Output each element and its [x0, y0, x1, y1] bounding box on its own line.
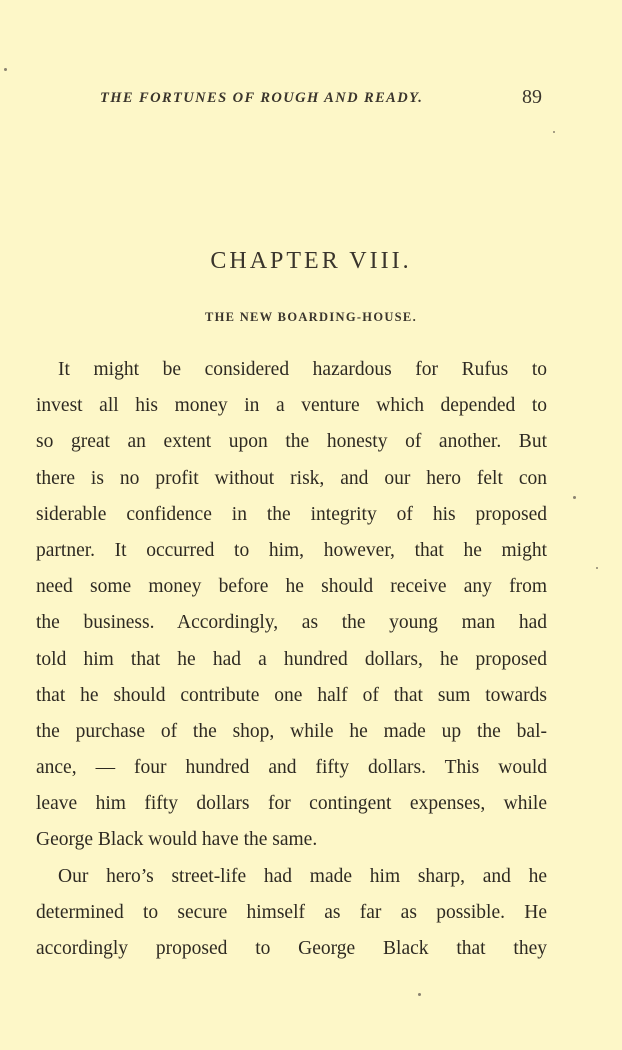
paper-speck: [573, 496, 576, 499]
chapter-subtitle: THE NEW BOARDING-HOUSE.: [205, 310, 417, 324]
text-line: that he should contribute one half of that sum towards: [36, 684, 547, 706]
paper-speck: [418, 993, 421, 996]
text-line: It might be considered hazardous for Rufus to: [58, 359, 547, 380]
running-head: THE FORTUNES OF ROUGH AND READY.: [100, 90, 424, 106]
text-line: need some money before he should receive any from: [36, 576, 547, 598]
text-line: the business. Accordingly, as the young man had: [36, 612, 547, 634]
text-line: determined to secure himself as far as possible. He: [36, 901, 547, 923]
text-line: so great an extent upon the honesty of another. But: [36, 431, 547, 453]
body-text: [36, 352, 547, 967]
paper-speck: [596, 567, 598, 569]
text-line: accordingly proposed to George Black that they: [36, 938, 547, 959]
text-line: Our hero’s street-life had made him sharp, and he: [58, 865, 547, 887]
text-line: invest all his money in a venture which depended to: [36, 395, 547, 417]
chapter-heading: CHAPTER VIII.: [210, 248, 412, 274]
text-line: there is no profit without risk, and our hero felt con: [36, 467, 547, 489]
paper-speck: [4, 68, 7, 71]
text-line: the purchase of the shop, while he made up the bal-: [36, 720, 547, 742]
text-line: partner. It occurred to him, however, that he might: [36, 539, 547, 561]
text-line: told him that he had a hundred dollars, he proposed: [36, 648, 547, 670]
text-line: leave him fifty dollars for contingent expenses, while: [36, 793, 547, 815]
page-number: 89: [522, 86, 542, 108]
paper-speck: [553, 131, 555, 133]
text-line: George Black would have the same.: [36, 829, 318, 851]
text-line: siderable confidence in the integrity of his proposed: [36, 503, 547, 525]
text-line: ance, — four hundred and fifty dollars. This would: [36, 757, 547, 779]
